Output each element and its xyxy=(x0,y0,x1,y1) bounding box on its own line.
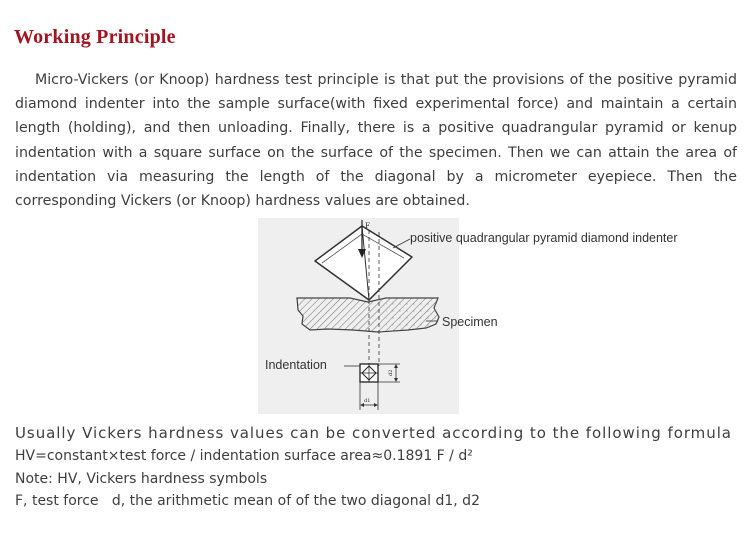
vickers-diagram xyxy=(258,218,733,414)
note-symbol-line: Note: HV, Vickers hardness symbols xyxy=(15,470,268,487)
principle-text: Micro-Vickers (or Knoop) hardness test principle is that put the provisions of the positive pyramid diamond indenter into the sample surface(with fixed experimental force) and maintain a certain length (holding), and then unloading. Finally, there is a positive quadrangular pyramid or kenup indentation with a square surface on the surface of the specimen. Then we can attain the area of indentation via measuring the length of the diagonal by a micrometer eyepiece. Then the corresponding Vickers (or Knoop) hardness values are obtained. xyxy=(15,72,737,210)
specimen-block xyxy=(297,298,439,332)
formula-notes xyxy=(15,422,740,513)
force-label: F xyxy=(365,222,370,230)
d2-label: d2 xyxy=(388,369,394,376)
note-variables-line: F, test force d, the arithmetic mean of of the two diagonal d1, d2 xyxy=(15,493,480,510)
indenter-label: positive quadrangular pyramid diamond indenter xyxy=(410,231,678,245)
formula-intro: Usually Vickers hardness values can be converted according to the following formula xyxy=(15,424,732,442)
indentation-mark xyxy=(360,364,378,382)
indentation-label: Indentation xyxy=(265,358,327,372)
specimen-label: Specimen xyxy=(442,315,498,329)
section-heading: Working Principle xyxy=(14,26,176,48)
principle-paragraph xyxy=(15,68,737,213)
d1-label: d1 xyxy=(364,398,371,404)
formula-line: HV=constant×test force / indentation surface area≈0.1891 F / d² xyxy=(15,447,473,464)
